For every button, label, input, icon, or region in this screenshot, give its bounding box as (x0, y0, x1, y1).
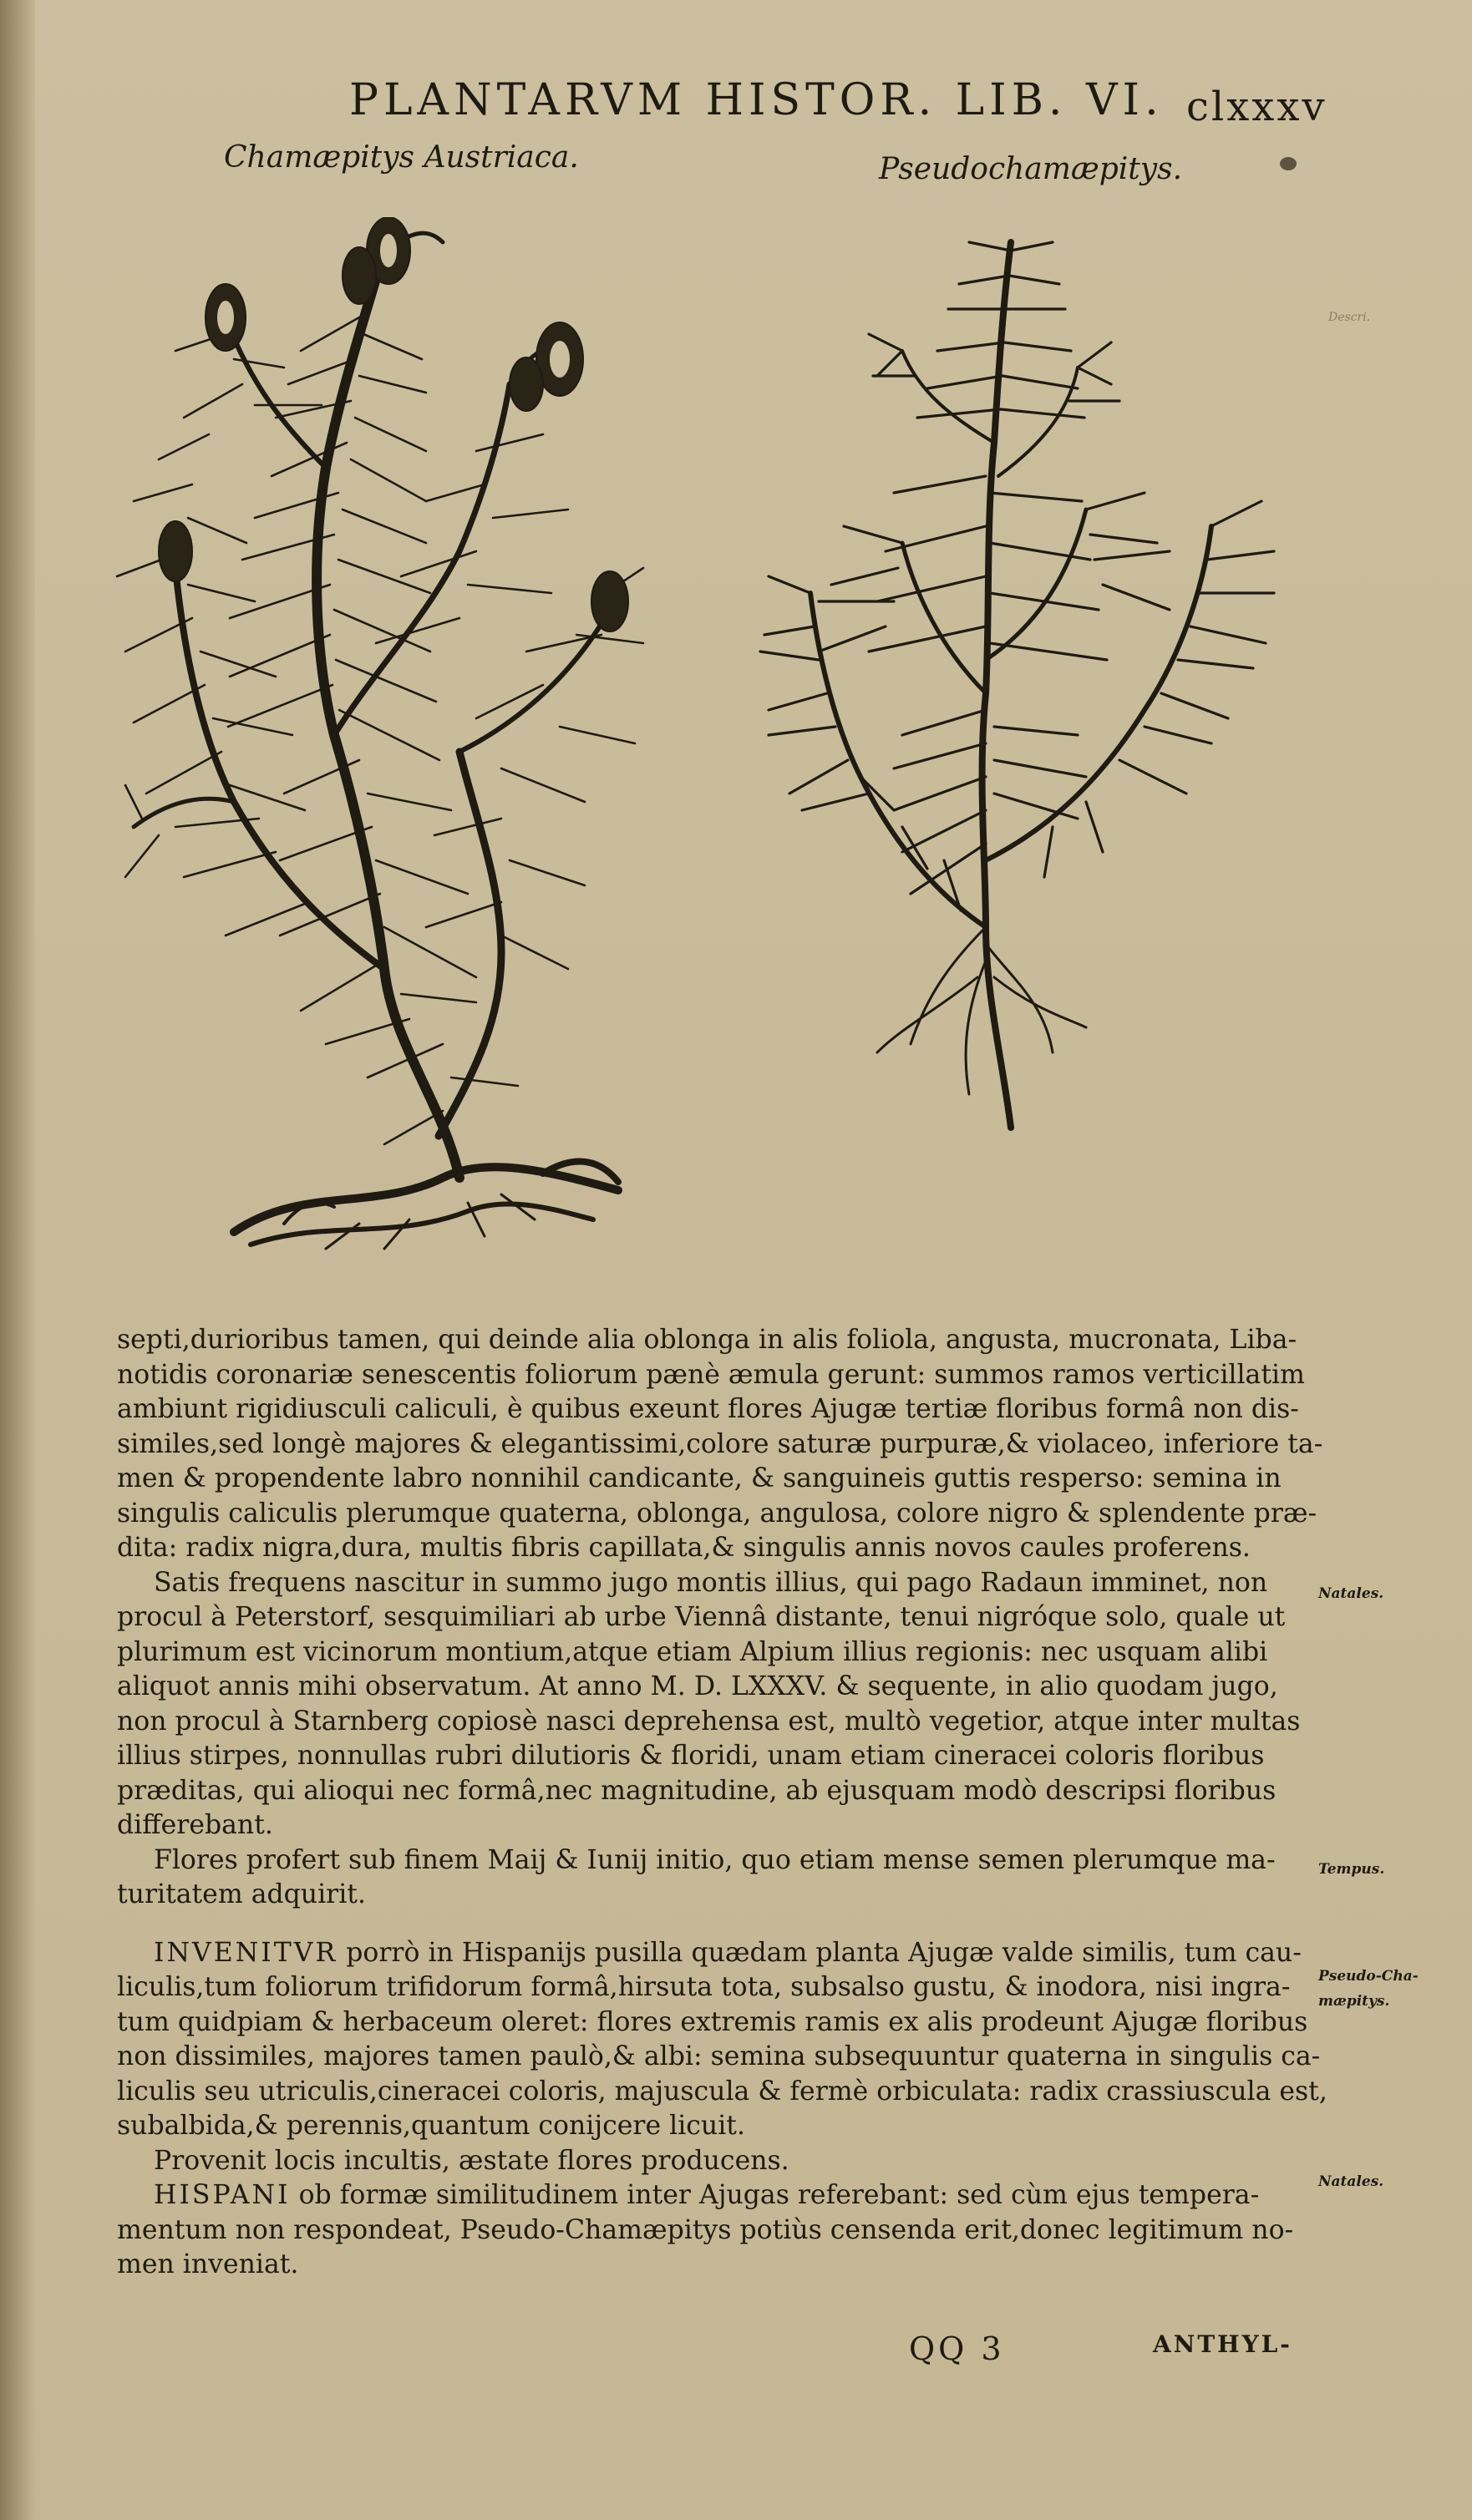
text-line: plurimum est vicinorum montium,atque etiam Alpium illius regionis: nec usquam alibi (117, 1636, 1268, 1667)
text-line: non procul à Starnberg copiosè nasci deprehensa est, multò vegetior, atque inter multas (117, 1706, 1301, 1737)
margin-note-pseudo-chamaepitys-2: mæpitys. (1318, 1993, 1390, 2010)
text-line: procul à Peterstorf, sesquimiliari ab urbe Viennâ distante, tenui nigróque solo, quale ut (117, 1602, 1286, 1632)
catchword: ANTHYL- (1153, 2330, 1292, 2358)
book-gutter-shadow (0, 0, 35, 2520)
margin-note-natales-2: Natales. (1318, 2173, 1384, 2190)
text-line: Flores profert sub finem Maij & Iunij initio, quo etiam mense semen plerumque ma- (154, 1844, 1276, 1875)
text-line (117, 2178, 1320, 2213)
figure-caption-right: Pseudochamæpitys. (879, 152, 1183, 186)
woodcut-pseudochamaepitys (735, 226, 1320, 1136)
text-line: præditas, qui alioqui nec formâ,nec magnitudine, ab ejusquam modò descripsi floribus (117, 1775, 1277, 1806)
margin-note-tempus: Tempus. (1318, 1861, 1385, 1878)
text-line: ambiunt rigidiusculi caliculi, è quibus exeunt flores Ajugæ tertiæ floribus formâ non dis- (117, 1394, 1299, 1424)
text-line: non dissimiles, majores tamen paulò,& albi: semina subsequuntur quaterna in singulis ca- (117, 2041, 1321, 2071)
text-line: men & propendente labro nonnihil candicante, & sanguineis guttis respersо: semina in (117, 1463, 1282, 1493)
text-line: Satis frequens nascitur in summo jugo montis illius, qui pago Radaun imminet, non (154, 1567, 1268, 1598)
text-line: liculis seu utriculis,cineracei coloris, majuscula & fermè orbiculata: radix crassiuscula est, (117, 2076, 1327, 2107)
text-line: turitatem adquirit. (117, 1879, 366, 1909)
signature-mark: QQ 3 (909, 2330, 1005, 2367)
text-line: liculis,tum foliorum trifidorum formâ,hirsuta tota, subsalso gustu, & inodora, nisi ingra- (117, 1972, 1291, 2002)
text-line: aliquot annis mihi observatum. At anno M. D. LXXXV. & sequente, in alio quodam jugo, (117, 1671, 1278, 1701)
margin-note-natales: Natales. (1318, 1585, 1384, 1602)
text-line: similes,sed longè majores & elegantissimi,colore saturæ purpuræ,& violaceo, inferiore ta- (117, 1428, 1323, 1459)
text-run: ob formæ similitudinem inter Ajugas referebant: sed cùm ejus tempera- (290, 2180, 1260, 2210)
text-line: differebant. (117, 1810, 273, 1840)
lead-word: INVENITVR (154, 1937, 338, 1968)
text-line: tum quidpiam & herbaceum oleret: flores extremis ramis ex alis prodeunt Ajugæ floribus (117, 2006, 1308, 2037)
figure-caption-left: Chamæpitys Austriaca. (224, 140, 579, 175)
text-line: subalbida,& perennis,quantum conijcere licuit. (117, 2111, 745, 2141)
running-head-title: PLANTARVM HISTOR. LIB. VI. (349, 75, 1164, 125)
text-line: notidis coronariæ senescentis foliorum pænè æmula gerunt: summos ramos verticillatim (117, 1359, 1305, 1390)
ink-smudge (1280, 157, 1297, 170)
text-line: Provenit locis incultis, æstate flores producens. (154, 2145, 789, 2176)
folio-number: clxxxv (1186, 84, 1327, 130)
text-run: porrò in Hispanijs pusilla quædam planta Ajugæ valde similis, tum cau- (338, 1937, 1302, 1968)
text-line: singulis caliculis plerumque quaterna, oblonga, angulosa, colore nigro & splendente præ- (117, 1498, 1317, 1529)
lead-word: HISPANI (154, 2180, 291, 2210)
text-line (117, 1936, 1320, 1971)
text-line: men inveniat. (117, 2249, 299, 2279)
paragraph-gap (117, 1913, 1320, 1936)
body-text (117, 1323, 1327, 2283)
faint-margin-mark: Descri. (1328, 311, 1371, 324)
woodcut-chamaepitys-austriaca (109, 217, 677, 1253)
text-line: mentum non respondeat, Pseudo-Chamæpitys potiùs censenda erit,donec legitimum no- (117, 2214, 1294, 2245)
text-line: septi,durioribus tamen, qui deinde alia oblonga in alis foliola, angusta, mucronata, Liba- (117, 1325, 1297, 1355)
text-line: illius stirpes, nonnullas rubri dilutioris & floridi, unam etiam cineracei coloris floribus (117, 1741, 1265, 1771)
margin-note-pseudo-chamaepitys-1: Pseudo-Cha- (1318, 1968, 1419, 1985)
text-line: dita: radix nigra,dura, multis fibris capillata,& singulis annis novos caules proferens. (117, 1533, 1251, 1563)
